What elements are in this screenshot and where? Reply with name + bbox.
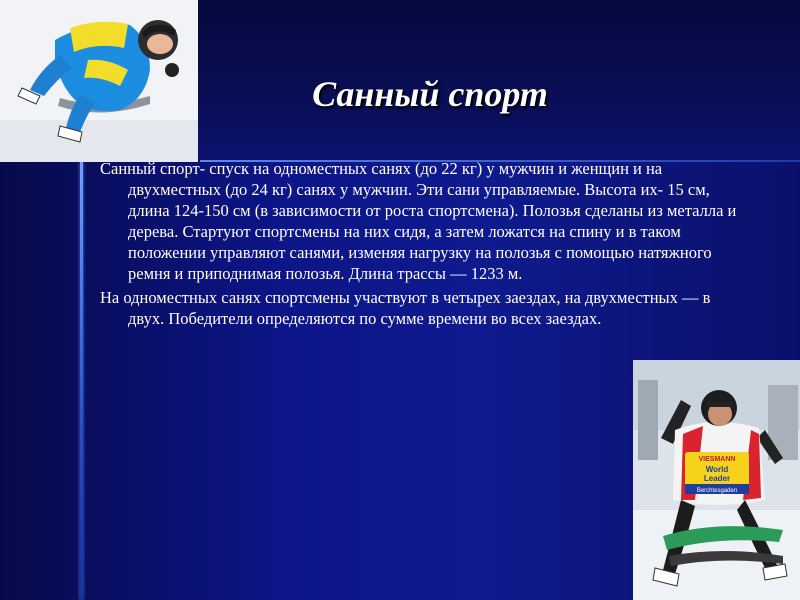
paragraph-2: На одноместных санях спортсмены участвуют в четырех заездах, на двухместных — в двух. Победители определяются по сумме времени во всех заездах. <box>100 288 711 328</box>
slide-body <box>100 158 750 332</box>
paragraph-1: Санный спорт- спуск на одноместных санях (до 22 кг) у мужчин и женщин и на двухместных (до 24 кг) санях у мужчин. Эти сани управляемые. Высота их- 15 см, длина 124-150 см (в зависимости от роста спортсмена). Полозья сделаны из металла и дерева. Стартуют спортсмены на них сидя, а затем ложатся на спину и в таком положении управляют санями, изменяя нагрузку на полозья с помощью натяжного ремня и приподнимая полозья. Длина трассы — 1233 м. <box>100 159 737 283</box>
slide-title: Санный спорт <box>312 74 548 114</box>
athlete-illustration <box>633 360 800 600</box>
bib-line-2: Leader <box>703 474 731 483</box>
luge-photo-bottom <box>633 360 800 600</box>
luger-illustration <box>0 0 198 162</box>
left-accent-line <box>80 162 83 600</box>
bib-sponsor: Berchtesgaden <box>696 488 738 494</box>
bib-line-1: World <box>705 465 729 474</box>
luge-photo-top <box>0 0 198 162</box>
bib-brand: VIESMANN <box>698 456 736 463</box>
